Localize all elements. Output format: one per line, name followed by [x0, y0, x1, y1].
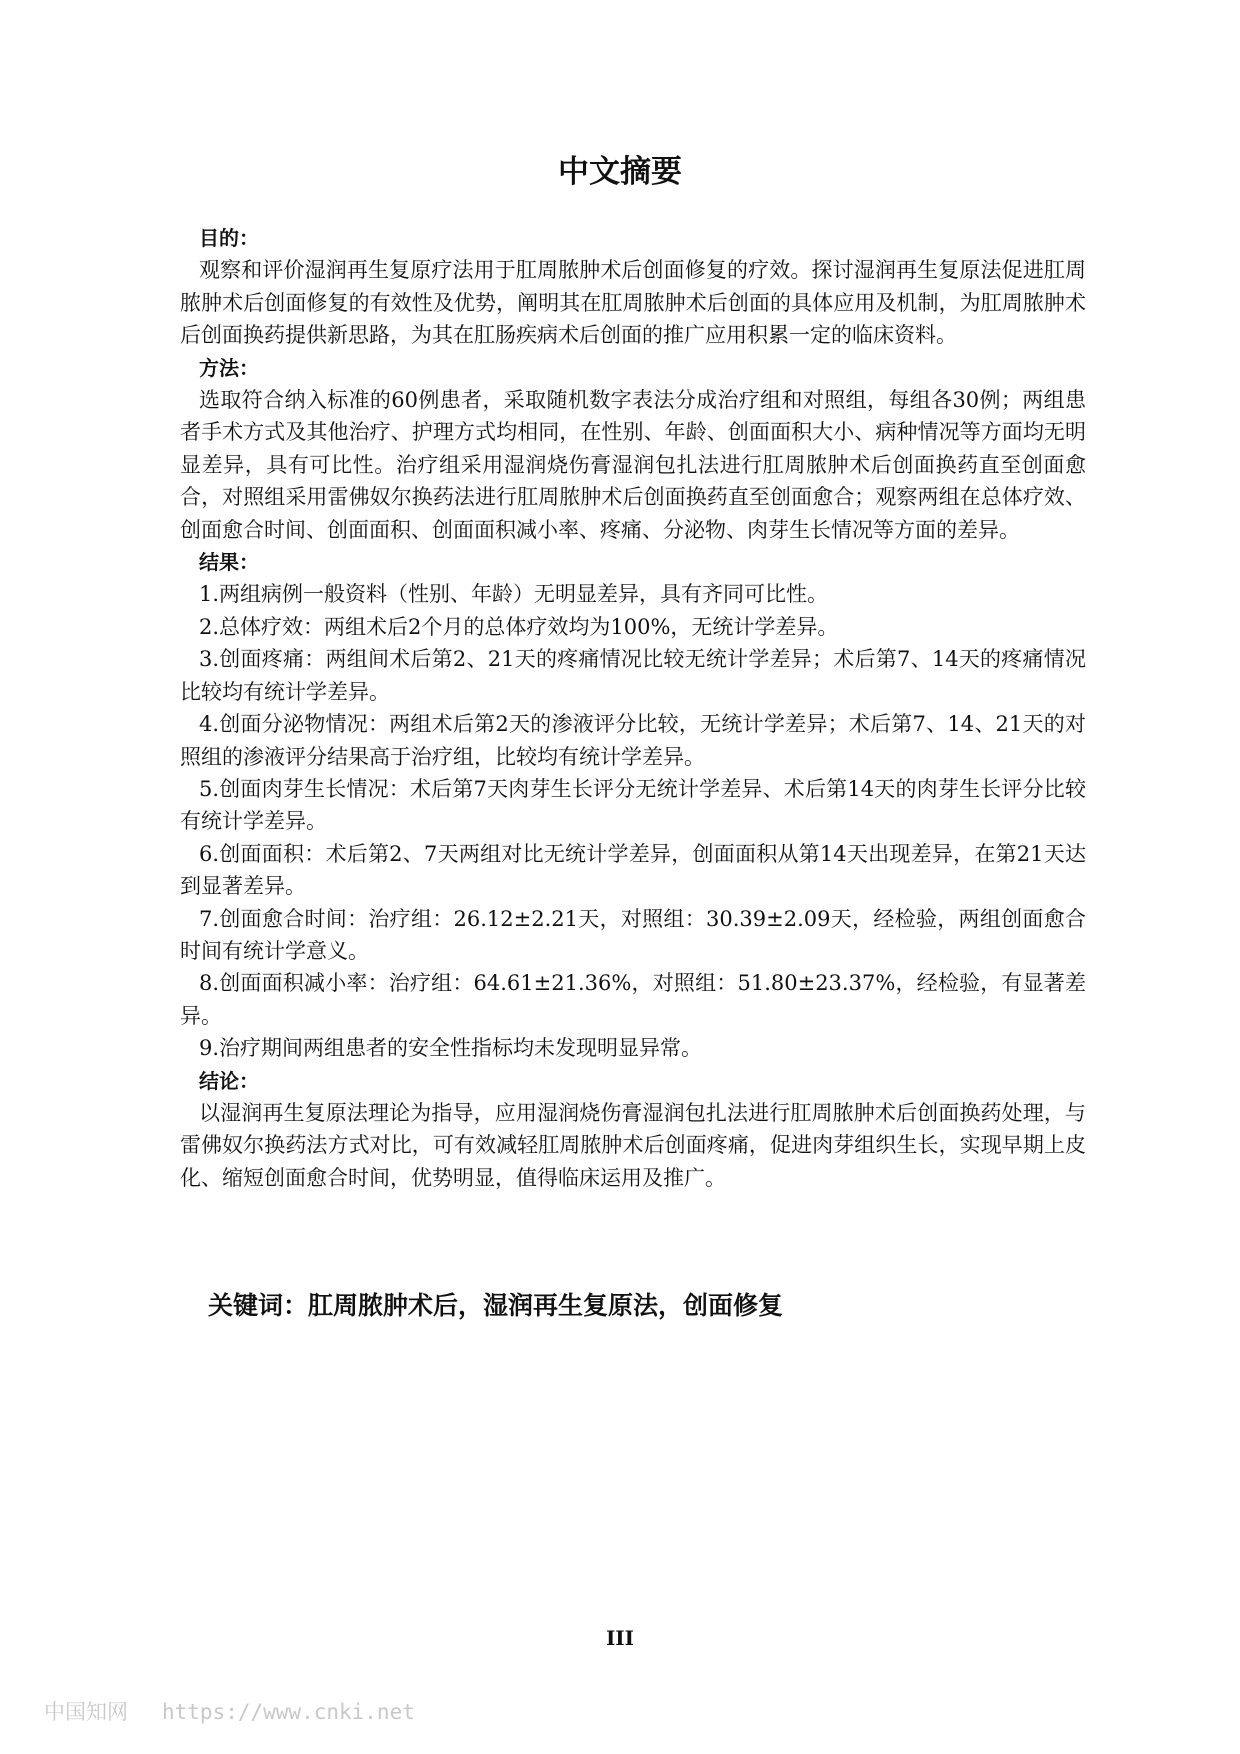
result-item: 9.治疗期间两组患者的安全性指标均未发现明显异常。: [199, 1036, 703, 1061]
keywords: 关键词：肛周脓肿术后，湿润再生复原法，创面修复: [208, 1291, 784, 1320]
section-results: [180, 546, 1086, 1065]
paragraph: 以湿润再生复原法理论为指导，应用湿润烧伤膏湿润包扎法进行肛周脓肿术后创面换药处理，与雷佛奴尔换药法方式对比，可有效减轻肛周脓肿术后创面疼痛，促进肉芽组织生长，实现早期上皮化、缩短创面愈合时间，优势明显，值得临床运用及推广。: [180, 1100, 1086, 1190]
abstract-body: [180, 222, 1086, 1194]
section-heading: 结论：: [199, 1068, 259, 1093]
section-methods: [180, 352, 1086, 546]
page-title: 中文摘要: [558, 154, 682, 190]
paragraph: 选取符合纳入标准的60例患者，采取随机数字表法分成治疗组和对照组，每组各30例；两组患者手术方式及其他治疗、护理方式均相同，在性别、年龄、创面面积大小、病种情况等方面均无明显差异，具有可比性。治疗组采用湿润烧伤膏湿润包扎法进行肛周脓肿术后创面换药直至创面愈合，对照组采用雷佛奴尔换药法进行肛周脓肿术后创面换药直至创面愈合；观察两组在总体疗效、创面愈合时间、创面面积、创面面积减小率、疼痛、分泌物、肉芽生长情况等方面的差异。: [180, 388, 1086, 542]
result-item: 4.创面分泌物情况：两组术后第2天的渗液评分比较，无统计学差异；术后第7、14、21天的对照组的渗液评分结果高于治疗组，比较均有统计学差异。: [180, 712, 1086, 769]
result-item: 3.创面疼痛：两组间术后第2、21天的疼痛情况比较无统计学差异；术后第7、14天的疼痛情况比较均有统计学差异。: [180, 647, 1086, 704]
result-item: 5.创面肉芽生长情况：术后第7天肉芽生长评分无统计学差异、术后第14天的肉芽生长评分比较有统计学差异。: [180, 776, 1086, 834]
section-heading: 方法：: [199, 355, 259, 380]
watermark-brand: 中国知网: [44, 1700, 128, 1724]
watermark: [44, 1697, 415, 1727]
result-item: 2.总体疗效：两组术后2个月的总体疗效均为100%，无统计学差异。: [199, 614, 839, 639]
section-conclusion: [180, 1065, 1086, 1195]
watermark-url: https://www.cnki.net: [162, 1700, 415, 1724]
section-heading: 结果：: [199, 550, 259, 575]
page-number: III: [605, 1626, 635, 1650]
result-item: 6.创面面积：术后第2、7天两组对比无统计学差异，创面面积从第14天出现差异，在第21天达到显著差异。: [180, 841, 1086, 899]
section-heading: 目的：: [199, 226, 259, 250]
result-item: 1.两组病例一般资料（性别、年龄）无明显差异，具有齐同可比性。: [199, 582, 829, 607]
result-item: 7.创面愈合时间：治疗组：26.12±2.21天，对照组：30.39±2.09天，经检验，两组创面愈合时间有统计学意义。: [180, 906, 1086, 963]
result-item: 8.创面面积减小率：治疗组：64.61±21.36%，对照组：51.80±23.37%，经检验，有显著差异。: [180, 971, 1086, 1028]
section-purpose: [180, 222, 1086, 352]
paragraph: 观察和评价湿润再生复原疗法用于肛周脓肿术后创面修复的疗效。探讨湿润再生复原法促进肛周脓肿术后创面修复的有效性及优势，阐明其在肛周脓肿术后创面的具体应用及机制，为肛周脓肿术后创面换药提供新思路，为其在肛肠疾病术后创面的推广应用积累一定的临床资料。: [180, 258, 1086, 348]
